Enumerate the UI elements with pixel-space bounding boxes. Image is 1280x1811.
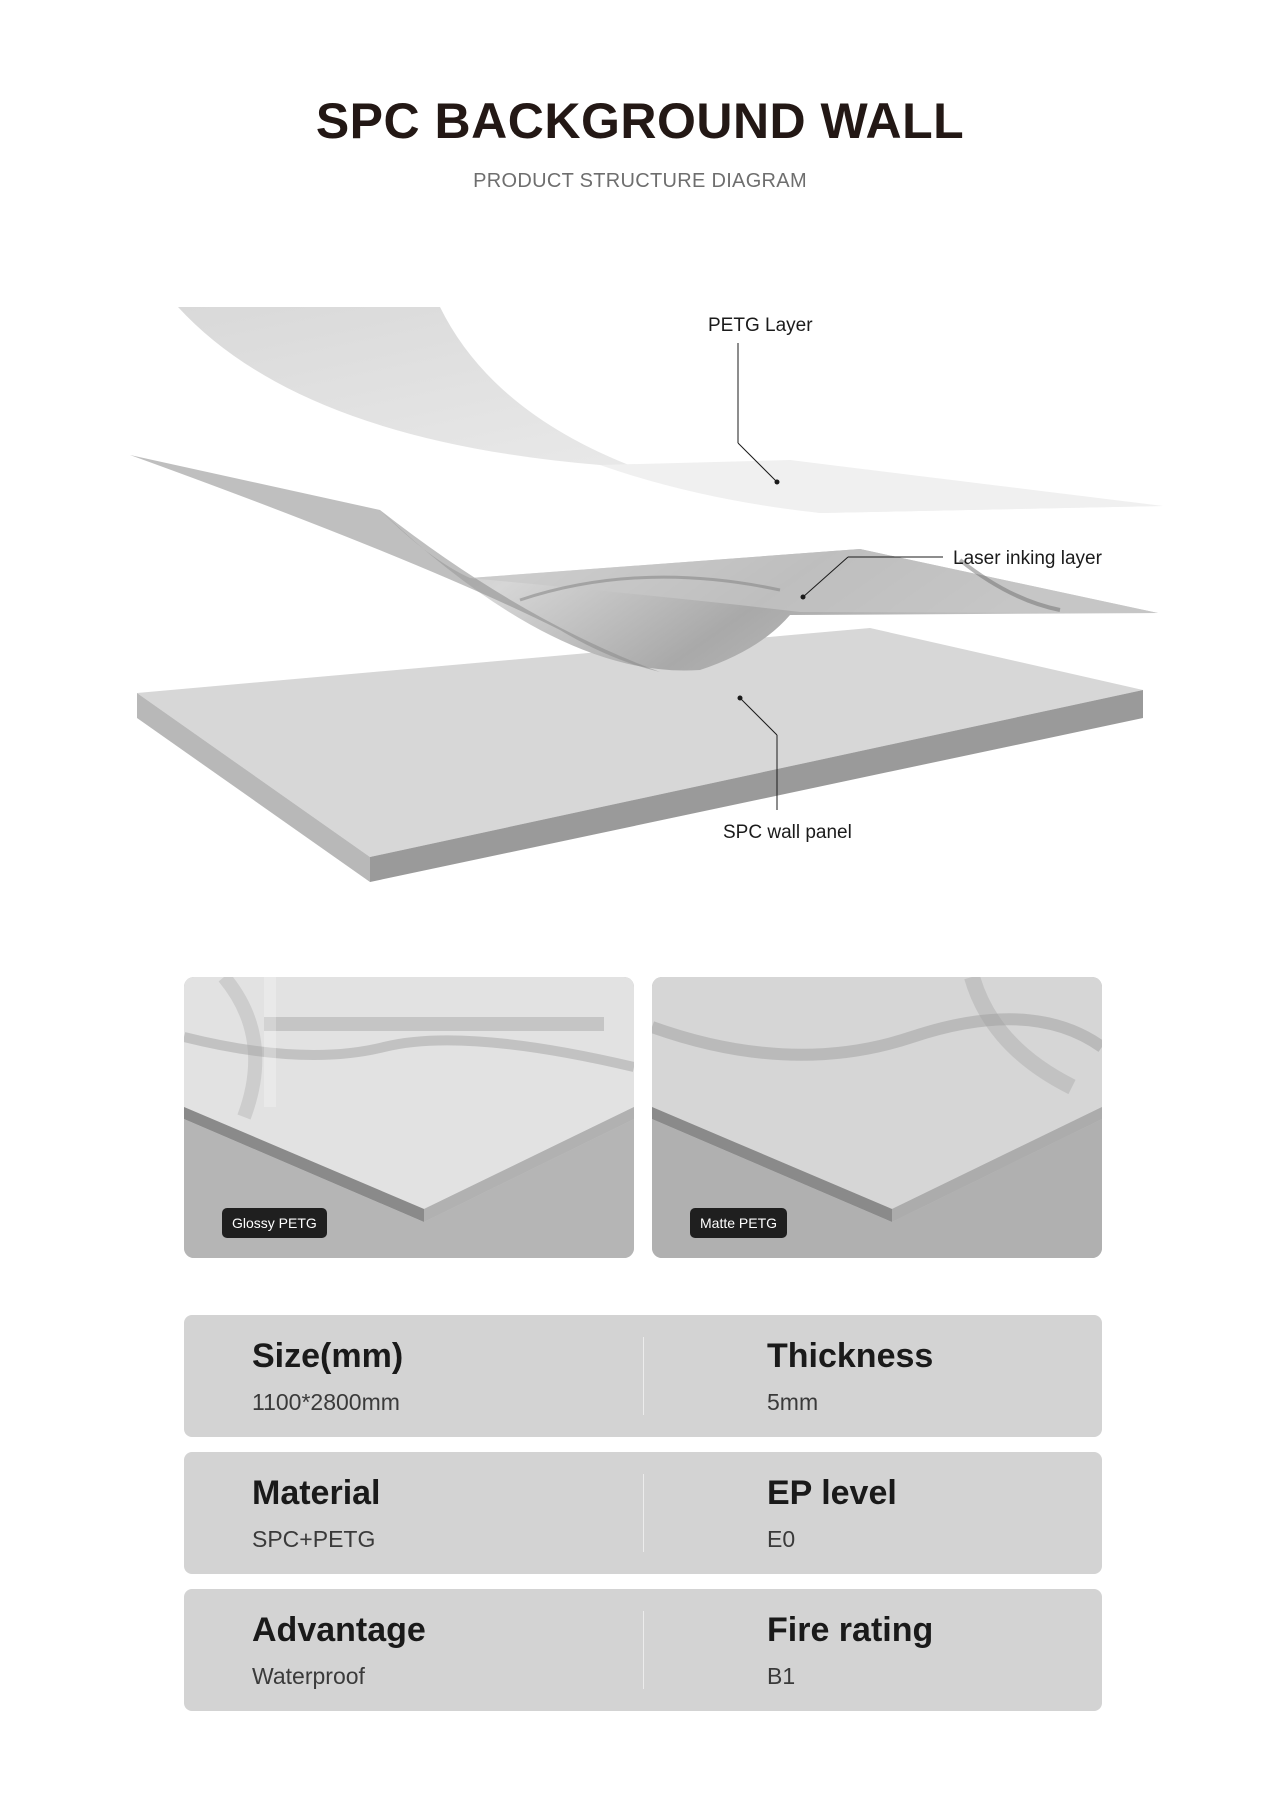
spec-row-advantage-fire-rating [184, 1589, 1102, 1711]
spec-label: Fire rating [767, 1611, 934, 1649]
structure-diagram [0, 290, 1280, 910]
callout-label-petg-layer: PETG Layer [708, 315, 813, 336]
callout-petg-layer [708, 315, 813, 485]
spec-label: Thickness [767, 1337, 934, 1375]
spec-value: 5mm [767, 1389, 819, 1415]
spec-value: Waterproof [252, 1663, 365, 1689]
spec-row-material-ep-level [184, 1452, 1102, 1574]
spec-label: Size(mm) [252, 1337, 404, 1375]
finish-badge-glossy: Glossy PETG [222, 1208, 327, 1238]
page-title: SPC BACKGROUND WALL [315, 93, 965, 149]
callout-label-laser-inking-layer: Laser inking layer [953, 548, 1102, 569]
spec-divider [643, 1474, 644, 1552]
spec-row-size-thickness [184, 1315, 1102, 1437]
finish-badge-matte: Matte PETG [690, 1208, 787, 1238]
spec-label: Advantage [252, 1611, 426, 1649]
petg-layer [178, 307, 1163, 513]
spec-value: E0 [767, 1526, 796, 1552]
matte-petg-photo [652, 977, 1102, 1258]
spec-label: EP level [767, 1474, 897, 1512]
page-subtitle: PRODUCT STRUCTURE DIAGRAM [473, 170, 807, 192]
spec-value: B1 [767, 1663, 796, 1689]
spec-value: SPC+PETG [252, 1526, 376, 1552]
callout-label-spc-wall-panel: SPC wall panel [723, 822, 852, 843]
spec-value: 1100*2800mm [252, 1389, 400, 1415]
spec-divider [643, 1611, 644, 1689]
spec-label: Material [252, 1474, 381, 1512]
glossy-petg-photo [184, 977, 634, 1258]
spec-divider [643, 1337, 644, 1415]
